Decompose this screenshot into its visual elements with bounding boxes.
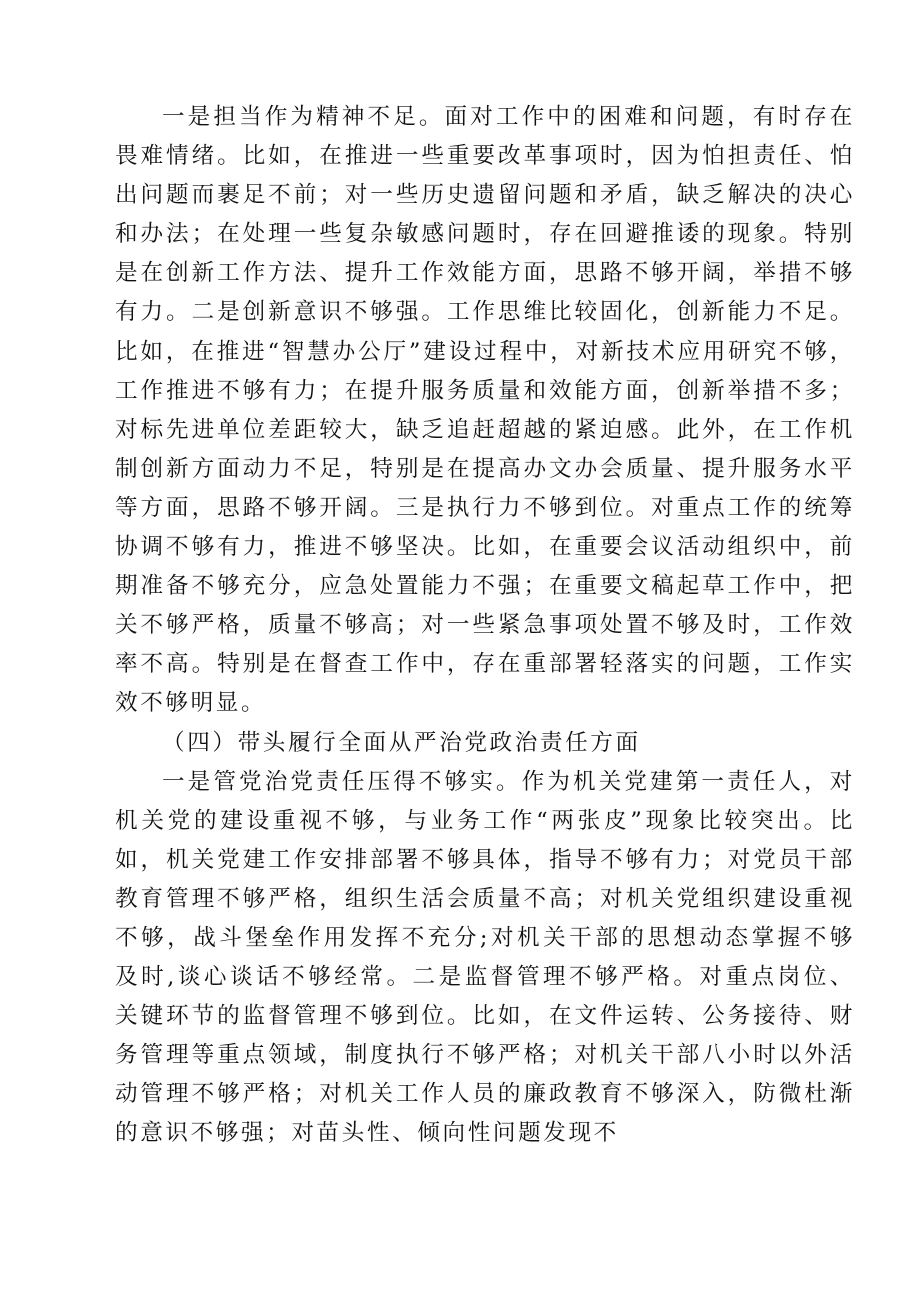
- body-paragraph: 一是担当作为精神不足。面对工作中的困难和问题，有时存在畏难情绪。比如，在推进一些重要改革事项时，因为怕担责任、怕出问题而裹足不前；对一些历史遗留问题和矛盾，缺乏解决的决心和办法；在处理一些复杂敏感问题时，存在回避推诿的现象。特别是在创新工作方法、提升工作效能方面，思路不够开阔，举措不够有力。二是创新意识不够强。工作思维比较固化，创新能力不足。比如，在推进“智慧办公厅”建设过程中，对新技术应用研究不够，工作推进不够有力；在提升服务质量和效能方面，创新举措不多；对标先进单位差距较大，缺乏追赶超越的紧迫感。此外，在工作机制创新方面动力不足，特别是在提高办文办会质量、提升服务水平等方面，思路不够开阔。三是执行力不够到位。对重点工作的统筹协调不够有力，推进不够坚决。比如，在重要会议活动组织中，前期准备不够充分，应急处置能力不强；在重要文稿起草工作中，把关不够严格，质量不够高；对一些紧急事项处置不够及时，工作效率不高。特别是在督查工作中，存在重部署轻落实的问题，工作实效不够明显。: [115, 104, 855, 717]
- document-page: [115, 98, 855, 1154]
- section-heading: （四）带头履行全面从严治党政治责任方面: [162, 729, 641, 756]
- body-paragraph: 一是管党治党责任压得不够实。作为机关党建第一责任人，对机关党的建设重视不够，与业务工作“两张皮”现象比较突出。比如，机关党建工作安排部署不够具体，指导不够有力；对党员干部教育管理不够严格，组织生活会质量不高；对机关党组织建设重视不够，战斗堡垒作用发挥不充分;对机关干部的思想动态掌握不够及时,谈心谈话不够经常。二是监督管理不够严格。对重点岗位、关键环节的监督管理不够到位。比如，在文件运转、公务接待、财务管理等重点领域，制度执行不够严格；对机关干部八小时以外活动管理不够严格；对机关工作人员的廉政教育不够深入，防微杜渐的意识不够强；对苗头性、倾向性问题发现不: [115, 768, 855, 1147]
